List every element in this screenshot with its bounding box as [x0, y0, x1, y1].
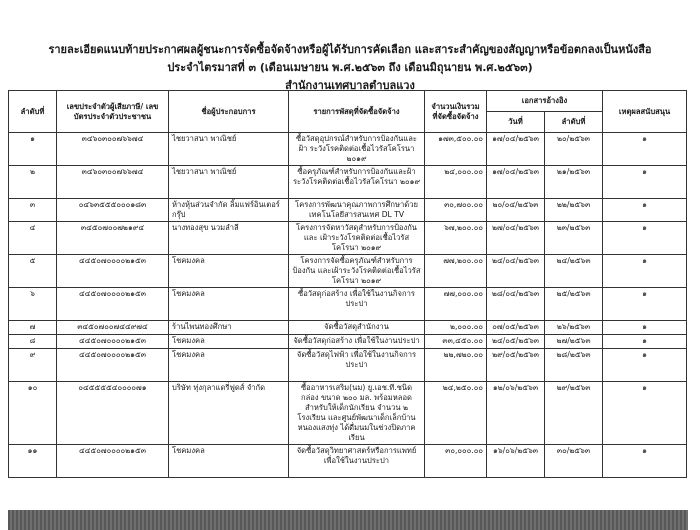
vendor-cell: ร้านไพนทองศึกษา	[169, 321, 289, 335]
table-row	[9, 133, 687, 166]
tax-id-cell: ๓๔๖๐๓๐๐๗๖๖๗๔	[57, 166, 169, 199]
row-number: ๑	[9, 133, 57, 166]
sequence-cell: ๒๘/๒๕๖๓	[545, 349, 603, 382]
item-cell: จัดซื้อวัสดุไฟฟ้า เพื่อใช้ในงานกิจการ ประปา	[289, 349, 425, 382]
date-cell: ๑๗/๐๔/๒๕๖๓	[487, 133, 545, 166]
date-cell: ๐๗/๐๕/๒๕๖๓	[487, 321, 545, 335]
vendor-cell: โชคมงคล	[169, 255, 289, 288]
document-office: สำนักงานเทศบาลตำบลแวง	[285, 79, 415, 92]
date-cell: ๒๔/๐๕/๒๕๖๓	[487, 335, 545, 349]
amount-cell: ๓๓,๔๕๐.๐๐	[425, 335, 487, 349]
item-cell: จัดซื้อวัสดุสำนักงาน	[289, 321, 425, 335]
header-date: วันที่	[487, 112, 545, 133]
amount-cell: ๓๐,๗๐๐.๐๐	[425, 199, 487, 222]
header-vendor: ชื่อผู้ประกอบการ	[169, 91, 289, 133]
amount-cell: ๒๔,๒๕๐.๐๐	[425, 382, 487, 445]
header-item: รายการพัสดุที่จัดซื้อจัดจ้าง	[289, 91, 425, 133]
row-number: ๕	[9, 255, 57, 288]
sequence-cell: ๒๖/๒๕๖๓	[545, 321, 603, 335]
row-number: ๘	[9, 335, 57, 349]
amount-cell: ๖๗,๒๐๐.๐๐	[425, 222, 487, 255]
reason-cell: ๑	[603, 199, 687, 222]
vendor-cell: โชคมงคล	[169, 288, 289, 321]
tax-id-cell: ๔๔๕๐๗๐๐๐๐๒๑๕๓	[57, 349, 169, 382]
item-cell: ซื้ออาหารเสริม(นม) ยู.เอช.ที.ชนิด กล่อง ขนาด ๒๐๐ มล. พร้อมหลอด สำหรับให้เด็กนักเรียน จำนวน ๒ โรงเรียน และศูนย์พัฒนาเด็กเล็กบ้านหนองแสงทุ่ง ได้ดื่มนมในช่วงปิดภาคเรียน	[289, 382, 425, 445]
item-cell: ซื้อวัสดุอุปกรณ์สำหรับการป้องกันและฝ้า ระวังโรคติดต่อเชื้อไวรัสโคโรนา ๒๐๑๙	[289, 133, 425, 166]
amount-cell: ๒๔,๐๐๐.๐๐	[425, 166, 487, 199]
tax-id-cell: ๔๔๕๐๗๐๐๐๐๒๑๕๓	[57, 335, 169, 349]
vendor-cell: บริษัท ทุ่งกุลาแดรี่ฟูดส์ จำกัด	[169, 382, 289, 445]
header-reference: เอกสารอ้างอิง	[487, 91, 603, 112]
reason-cell: ๑	[603, 335, 687, 349]
sequence-cell: ๒๒/๒๕๖๓	[545, 199, 603, 222]
tax-id-cell: ๔๔๕๐๗๐๐๐๐๒๑๕๓	[57, 288, 169, 321]
tax-id-cell: ๐๔๕๕๕๕๔๐๐๐๐๗๑	[57, 382, 169, 445]
amount-cell: ๑๗๓,๕๐๐.๐๐	[425, 133, 487, 166]
vendor-cell: ไชยวาสนา พาณิชย์	[169, 133, 289, 166]
amount-cell: ๒๒,๗๒๐.๐๐	[425, 349, 487, 382]
procurement-table	[8, 90, 687, 478]
sequence-cell: ๒๙/๒๕๖๓	[545, 382, 603, 445]
table-row	[9, 255, 687, 288]
vendor-cell: นางทองสุข นวมลำลี	[169, 222, 289, 255]
item-cell: โครงการจัดซื้อครุภัณฑ์สำหรับการป้องกัน และเฝ้าระวังโรคติดต่อเชื้อไวรัสโคโรนา ๒๐๑๙	[289, 255, 425, 288]
amount-cell: ๒,๐๐๐.๐๐	[425, 321, 487, 335]
date-cell: ๒๗/๐๔/๒๕๖๓	[487, 222, 545, 255]
tax-id-cell: ๔๔๕๐๗๐๐๐๐๒๑๕๓	[57, 255, 169, 288]
tax-id-cell: ๓๔๖๐๓๐๐๗๖๖๗๔	[57, 133, 169, 166]
tax-id-cell: ๓๔๕๐๗๐๐๗๒๑๙๔	[57, 222, 169, 255]
date-cell: ๑๒/๐๖/๒๕๖๓	[487, 382, 545, 445]
row-number: ๙	[9, 349, 57, 382]
vendor-cell: โชคมงคล	[169, 445, 289, 478]
table-row	[9, 382, 687, 445]
reason-cell: ๑	[603, 133, 687, 166]
item-cell: โครงการพัฒนาคุณภาพการศึกษาด้วย เทคโนโลยีสารสนเทศ DL TV	[289, 199, 425, 222]
header-amount: จำนวนเงินรวม ที่จัดซื้อจัดจ้าง	[425, 91, 487, 133]
header-no: ลำดับที่	[9, 91, 57, 133]
date-cell: ๒๐/๐๔/๒๕๖๓	[487, 199, 545, 222]
table-row	[9, 166, 687, 199]
tax-id-cell: ๔๔๕๐๗๐๐๐๐๒๑๕๓	[57, 445, 169, 478]
reason-cell: ๑	[603, 166, 687, 199]
row-number: ๔	[9, 222, 57, 255]
row-number: ๓	[9, 199, 57, 222]
sequence-cell: ๓๐/๒๕๖๓	[545, 445, 603, 478]
table-row	[9, 335, 687, 349]
item-cell: จัดซื้อวัสดุก่อสร้าง เพื่อใช้ในงานประปา	[289, 335, 425, 349]
date-cell: ๑๖/๐๖/๒๕๖๓	[487, 445, 545, 478]
table-row	[9, 222, 687, 255]
row-number: ๒	[9, 166, 57, 199]
sequence-cell: ๒๗/๒๕๖๓	[545, 335, 603, 349]
item-cell: โครงการจัดหาวัสดุสำหรับการป้องกันและ เฝ้าระวังโรคติดต่อเชื้อไวรัสโคโรนา ๒๐๑๙	[289, 222, 425, 255]
tax-id-cell: ๓๔๕๐๗๐๐๗๔๔๙๗๔	[57, 321, 169, 335]
row-number: ๖	[9, 288, 57, 321]
reason-cell: ๑	[603, 321, 687, 335]
row-number: ๗	[9, 321, 57, 335]
vendor-cell: ห้างหุ้นส่วนจำกัด ลิ้มแฟร์อินเตอร์กรุ๊ป	[169, 199, 289, 222]
reason-cell: ๑	[603, 382, 687, 445]
table-body	[9, 133, 687, 478]
reason-cell: ๑	[603, 255, 687, 288]
table-row	[9, 349, 687, 382]
date-cell: ๒๘/๐๔/๒๕๖๓	[487, 288, 545, 321]
table-row	[9, 321, 687, 335]
table-row	[9, 288, 687, 321]
amount-cell: ๗๗,๒๐๐.๐๐	[425, 255, 487, 288]
vendor-cell: โชคมงคล	[169, 335, 289, 349]
header-seq: ลำดับที่	[545, 112, 603, 133]
amount-cell: ๗๗,๐๐๐.๐๐	[425, 288, 487, 321]
scan-edge	[8, 510, 688, 530]
item-cell: ซื้อครุภัณฑ์สำหรับการป้องกันและฝ้า ระวังโรคติดต่อเชื้อไวรัสโคโรนา ๒๐๑๙	[289, 166, 425, 199]
item-cell: ซื้อวัสดุก่อสร้าง เพื่อใช้ในงานกิจการ ประปา	[289, 288, 425, 321]
date-cell: ๒๙/๐๕/๒๕๖๓	[487, 349, 545, 382]
tax-id-cell: ๐๔๖๓๕๕๕๐๐๐๑๘๓	[57, 199, 169, 222]
document-period: ประจำไตรมาสที่ ๓ (เดือนเมษายน พ.ศ.๒๕๖๓ ถึง เดือนมิถุนายน พ.ศ.๒๕๖๓)	[167, 61, 533, 74]
row-number: ๑๑	[9, 445, 57, 478]
document-title: รายละเอียดแนบท้ายประกาศผลผู้ชนะการจัดซื้อจัดจ้างหรือผู้ได้รับการคัดเลือก และสาระสำคัญของสัญญาหรือข้อตกลงเป็นหนังสือ	[48, 43, 652, 56]
row-number: ๑๐	[9, 382, 57, 445]
reason-cell: ๑	[603, 288, 687, 321]
date-cell: ๑๗/๐๔/๒๕๖๓	[487, 166, 545, 199]
sequence-cell: ๒๕/๒๕๖๓	[545, 288, 603, 321]
date-cell: ๒๔/๐๔/๒๕๖๓	[487, 255, 545, 288]
header-reason: เหตุผลสนับสนุน	[603, 91, 687, 133]
sequence-cell: ๒๔/๒๕๖๓	[545, 255, 603, 288]
reason-cell: ๑	[603, 349, 687, 382]
table-row	[9, 199, 687, 222]
sequence-cell: ๒๐/๒๕๖๓	[545, 133, 603, 166]
table-row	[9, 445, 687, 478]
reason-cell: ๑	[603, 445, 687, 478]
vendor-cell: ไชยวาสนา พาณิชย์	[169, 166, 289, 199]
reason-cell: ๑	[603, 222, 687, 255]
sequence-cell: ๒๑/๒๕๖๓	[545, 166, 603, 199]
vendor-cell: โชคมงคล	[169, 349, 289, 382]
header-tax-id: เลขประจำตัวผู้เสียภาษี/ เลขบัตรประจำตัวประชาชน	[57, 91, 169, 133]
amount-cell: ๓๐,๐๐๐.๐๐	[425, 445, 487, 478]
item-cell: จัดซื้อวัสดุวิทยาศาสตร์หรือการแพทย์ เพื่อใช้ในงานประปา	[289, 445, 425, 478]
sequence-cell: ๒๓/๒๕๖๓	[545, 222, 603, 255]
